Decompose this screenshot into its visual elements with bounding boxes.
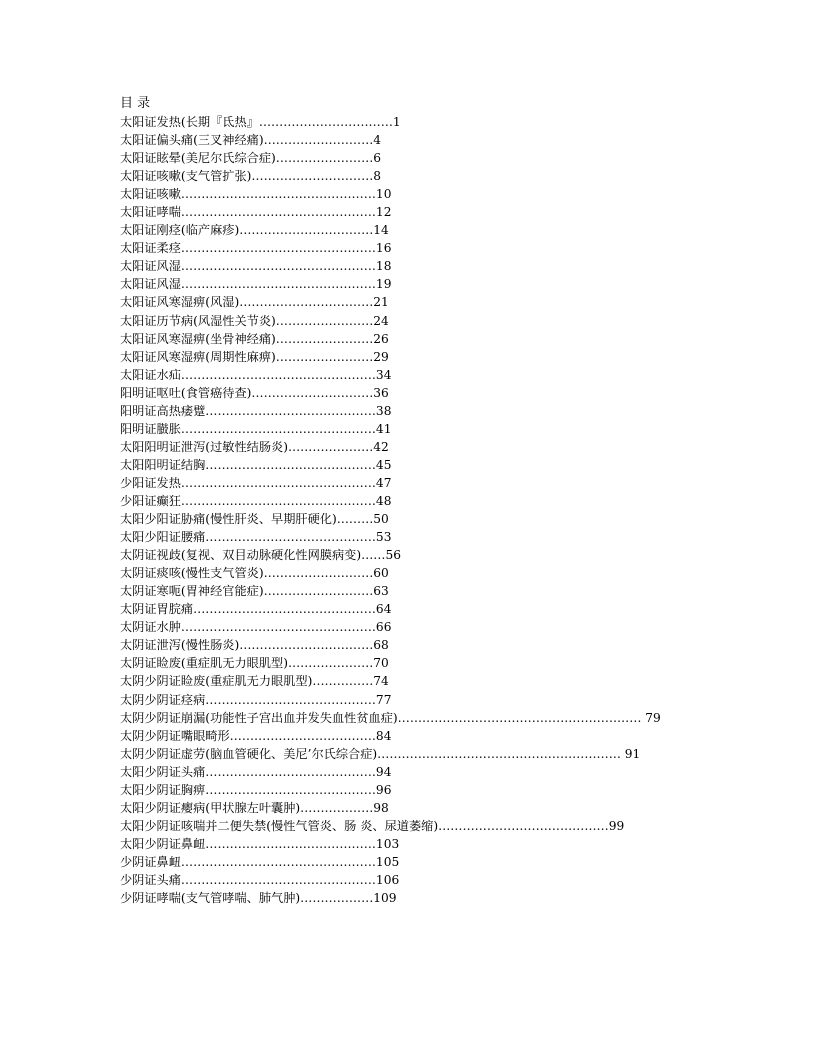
toc-entry: 太阴少阴证睑废(重症肌无力眼肌型)……………74 [120,674,389,689]
toc-entry: 太阳证刚痉(临产麻疹)……………………………14 [120,223,389,238]
toc-entry: 太阴少阴证虚劳(脑血管硬化、美尼’尔氏综合症)…………………………………………………… 91 [120,746,641,761]
toc-entry: 太阴少阴证痉病……………………………………77 [120,692,392,707]
toc-entry: 少阴证头痛…………………………………………106 [120,872,400,887]
toc-entry: 太阴证视歧(复视、双目动脉硬化性网膜病变)……56 [120,548,401,563]
table-of-contents [120,95,710,907]
toc-entry: 太阳证眩晕(美尼尔氏综合症)……………………6 [120,151,382,166]
toc-entry: 太阴证胃脘痛………………………………………64 [120,602,392,617]
toc-entry: 太阳证发热(长期『氐热』……………………………1 [120,115,401,129]
toc-entry: 太阳证风湿…………………………………………19 [120,277,392,292]
toc-entry: 少阳证发热…………………………………………47 [120,475,392,490]
toc-entry: 太阳证咳嗽…………………………………………10 [120,187,392,202]
toc-entry: 太阴证泄泻(慢性肠炎)……………………………68 [120,638,389,653]
toc-entry: 太阳证偏头痛(三叉神经痛)………………………4 [120,133,382,148]
toc-entry: 太阴证睑废(重症肌无力眼肌型)…………………70 [120,656,389,671]
toc-entry: 太阳阳明证泄泻(过敏性结肠炎)…………………42 [120,439,389,454]
toc-entry: 太阴少阴证崩漏(功能性子宫出血并发失血性贫血症)…………………………………………………… 79 [120,710,661,725]
toc-entry: 太阳少阴证胸痹……………………………………96 [120,782,392,797]
toc-entry: 太阳阳明证结胸……………………………………45 [120,457,392,472]
toc-entry: 阳明证呕吐(食管癌待查)…………………………36 [120,385,389,400]
toc-entry: 太阳证风寒湿痹(坐骨神经痛)……………………26 [120,331,389,346]
toc-title: 目 录 [120,96,151,111]
toc-entry: 少阳证癫狂…………………………………………48 [120,493,392,508]
toc-entry: 少阴证哮喘(支气管哮喘、肺气肿)………………109 [120,891,397,906]
toc-entry: 太阳少阴证咳喘并二便失禁(慢性气管炎、肠 炎、尿道萎缩)……………………………………99 [120,818,625,833]
toc-entry: 少阴证鼻衄…………………………………………105 [120,854,400,869]
toc-entry: 阳明证臌胀…………………………………………41 [120,421,392,436]
toc-entry: 阳明证高热痿躄……………………………………38 [120,403,392,418]
toc-entry: 太阴证痰咳(慢性支气管炎)………………………60 [120,566,389,581]
toc-entry: 太阳证风寒湿痹(风湿)……………………………21 [120,295,389,310]
toc-entry: 太阳证咳嗽(支气管扩张)…………………………8 [120,169,382,184]
toc-entry: 太阳少阳证胁痛(慢性肝炎、早期肝硬化)………50 [120,512,389,527]
toc-entry: 太阳证柔痉…………………………………………16 [120,241,392,256]
toc-entry: 太阴证寒呃(胃神经官能症)………………………63 [120,584,389,599]
toc-entry: 太阴证水肿…………………………………………66 [120,620,392,635]
toc-entry: 太阳证哮喘…………………………………………12 [120,205,392,220]
toc-entry: 太阳少阴证瘿病(甲状腺左叶囊肿)………………98 [120,800,389,815]
toc-entry: 太阳少阳证腰痛……………………………………53 [120,530,392,545]
toc-entry: 太阳证水疝…………………………………………34 [120,367,392,382]
toc-entry: 太阳少阴证鼻衄……………………………………103 [120,836,400,851]
toc-entry: 太阴少阴证嘴眼畸形………………………………84 [120,728,392,743]
toc-entry: 太阳证风寒湿痹(周期性麻痹)……………………29 [120,349,389,364]
toc-entry: 太阳证历节病(风湿性关节炎)……………………24 [120,313,389,328]
toc-entry: 太阳证风湿…………………………………………18 [120,259,392,274]
toc-entry: 太阳少阴证头痛……………………………………94 [120,764,392,779]
